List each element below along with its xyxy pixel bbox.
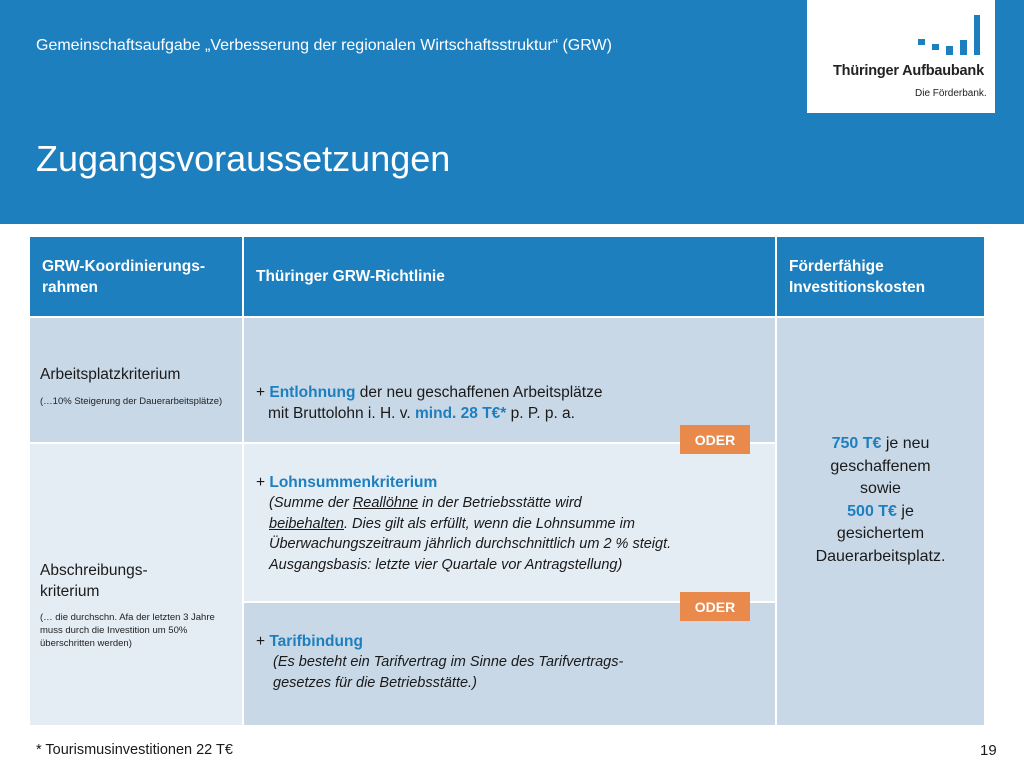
- cost-text-6: Dauerarbeitsplatz.: [815, 547, 946, 565]
- lohnsumme-keyword: Lohnsummenkriterium: [269, 474, 438, 491]
- tarifbindung-note: [256, 652, 763, 693]
- abschreibungskriterium-note: (… die durchschn. Afa der letzten 3 Jahre muss durch die Investition um 50% überschritten werden): [40, 612, 215, 649]
- criterion-tarifbindung: [244, 603, 775, 725]
- page-number: 19: [980, 742, 997, 759]
- cost-text-4: je: [896, 502, 914, 520]
- entlohnung-text-3: p. P. p. a.: [506, 405, 575, 422]
- reallohne-underlined: Reallöhne: [352, 495, 419, 511]
- arbeitsplatzkriterium-label: Arbeitsplatzkriterium: [40, 366, 181, 383]
- table-header-richtlinie: [244, 237, 775, 316]
- amount-secured-jobs: 500 T€: [847, 502, 897, 520]
- header-label-2: Thüringer GRW-Richtlinie: [256, 268, 445, 285]
- logo-name: Thüringer Aufbaubank: [833, 63, 984, 79]
- plus-sign: +: [256, 633, 270, 650]
- lohnsumme-note-e: Ausgangsbasis: letzte vier Quartale vor Antragstellung): [269, 556, 623, 573]
- abschreibungskriterium-label: Abschreibungs-kriterium: [40, 562, 148, 600]
- table-header-investitionskosten: [777, 237, 984, 316]
- row-arbeitsplatzkriterium: [30, 318, 242, 442]
- cost-text-1: je neu: [881, 435, 930, 452]
- investment-costs-cell: [777, 318, 984, 725]
- arbeitsplatzkriterium-note: (…10% Steigerung der Dauerarbeitsplätze): [40, 396, 223, 407]
- investment-costs-text: [777, 433, 984, 568]
- footnote: * Tourismusinvestitionen 22 T€: [36, 742, 233, 758]
- lohnsumme-note-d: Überwachungszeitraum jährlich durchschnittlich um 2 % steigt.: [269, 536, 672, 552]
- tarifbindung-keyword: Tarifbindung: [269, 633, 363, 650]
- logo-tagline: Die Förderbank.: [915, 88, 987, 99]
- lohnsumme-heading: [256, 472, 763, 493]
- tarifbindung-note-a: (Es besteht ein Tarifvertrag im Sinne des Tarifvertrags-: [273, 654, 624, 670]
- table-header-koordinierungsrahmen: [30, 237, 242, 316]
- criterion-lohnsumme: [244, 444, 775, 601]
- oder-badge-2: ODER: [680, 592, 750, 621]
- entlohnung-keyword: Entlohnung: [269, 384, 356, 401]
- cost-text-5: gesichertem: [836, 525, 925, 542]
- beibehalten-underlined: beibehalten: [269, 515, 344, 532]
- lohnsumme-note-c: . Dies gilt als erfüllt, wenn die Lohnsumme im: [344, 515, 635, 532]
- plus-sign: +: [256, 384, 270, 401]
- entlohnung-line-2: [256, 403, 763, 424]
- header-label-1: GRW-Koordinierungs-rahmen: [42, 257, 205, 296]
- plus-sign: +: [256, 474, 270, 491]
- lohnsumme-note-a: (Summe der: [269, 495, 353, 511]
- tarifbindung-heading: [256, 631, 763, 652]
- lohnsumme-note-b: in der Betriebsstätte wird: [418, 495, 582, 511]
- entlohnung-text-2: mit Bruttolohn i. H. v.: [268, 405, 416, 422]
- mindestlohn-value: mind. 28 T€*: [415, 405, 507, 422]
- amount-new-jobs: 750 T€: [831, 435, 882, 452]
- tarifbindung-note-b: gesetzes für die Betriebsstätte.): [273, 674, 477, 691]
- criterion-entlohnung: [244, 318, 775, 442]
- page-title: Zugangsvoraussetzungen: [36, 138, 451, 179]
- cost-text-3: sowie: [860, 480, 901, 497]
- header-label-3: Förderfähige Investitionskosten: [789, 257, 926, 296]
- oder-badge-1: ODER: [680, 425, 750, 454]
- lohnsumme-note: [256, 493, 763, 575]
- entlohnung-text: der neu geschaffenen Arbeitsplätze: [355, 384, 603, 401]
- cost-text-2: geschaffenem: [830, 457, 931, 475]
- row-abschreibungskriterium: [30, 444, 242, 725]
- entlohnung-line-1: [256, 382, 763, 403]
- page-subtitle: Gemeinschaftsaufgabe „Verbesserung der regionalen Wirtschaftsstruktur“ (GRW): [36, 37, 612, 54]
